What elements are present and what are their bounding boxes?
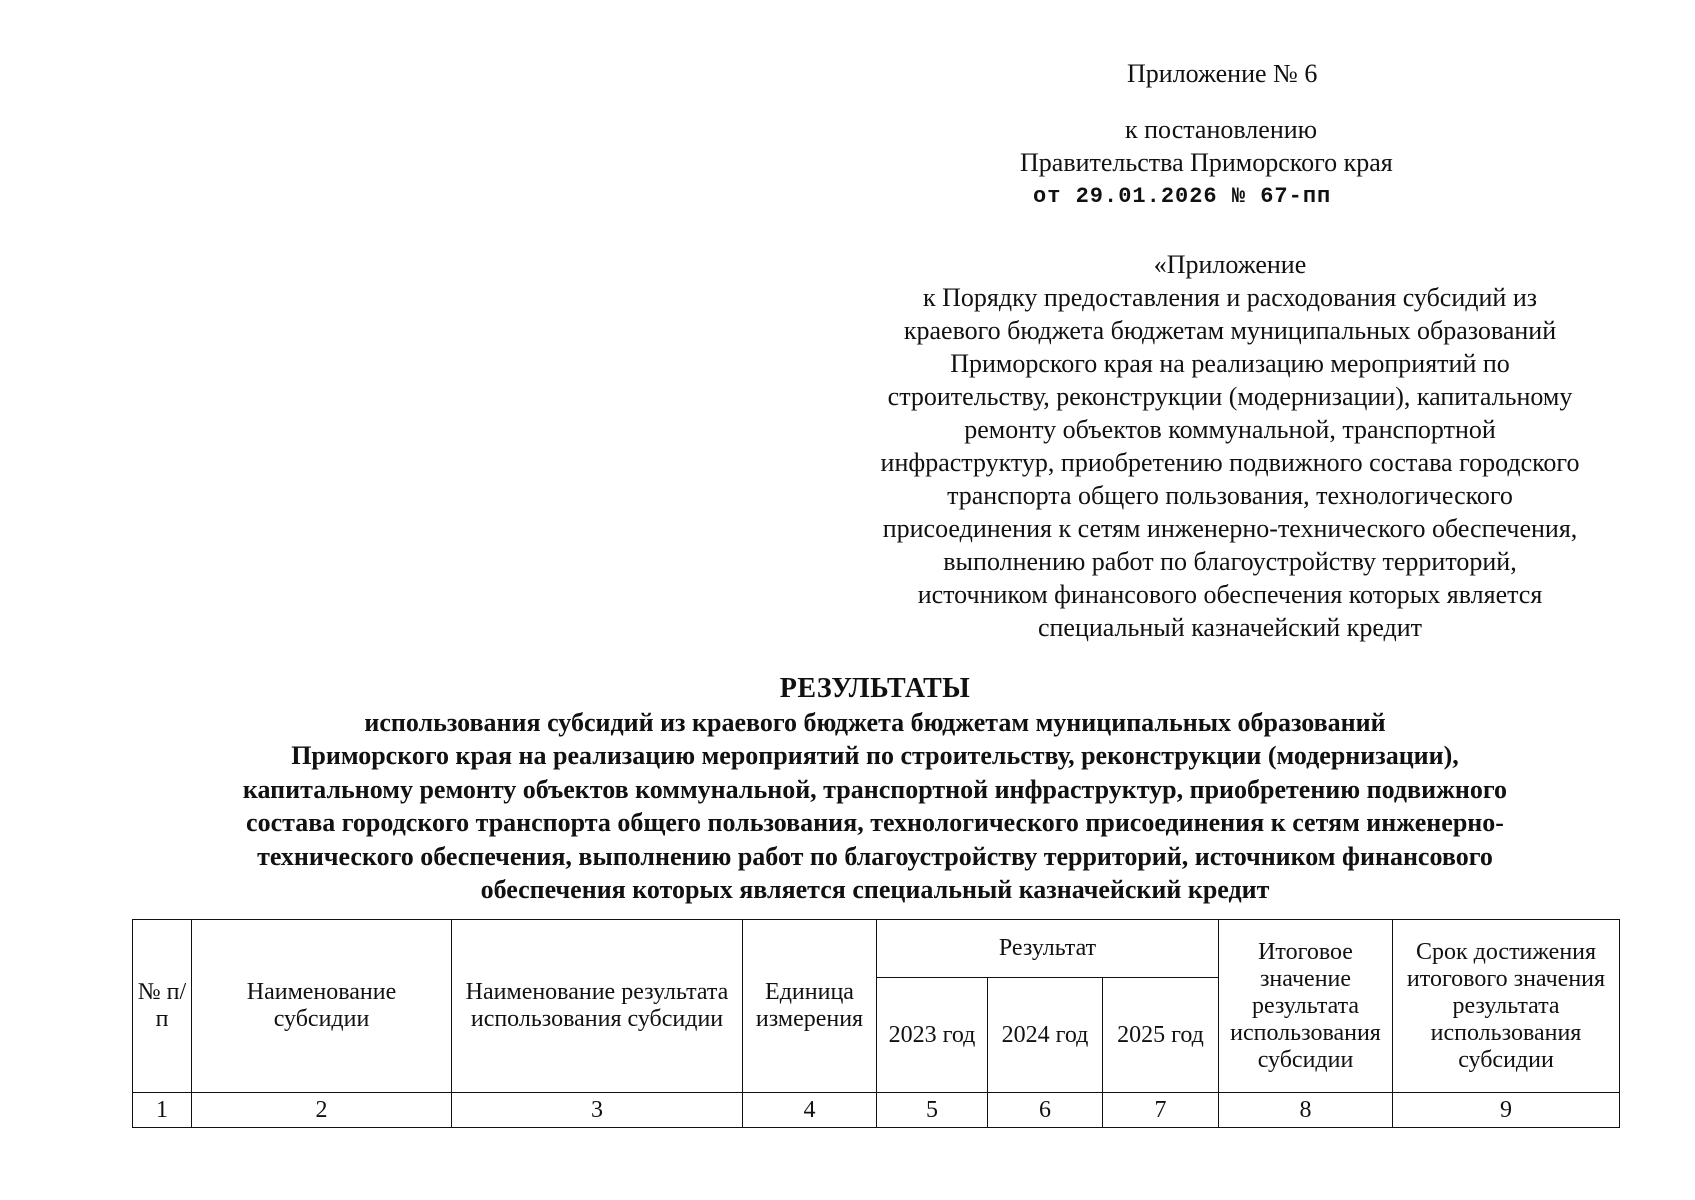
column-number-cell: 1 — [133, 1093, 192, 1128]
appendix-title: Приложение № 6 — [1127, 59, 1318, 88]
header-num: № п/п — [133, 920, 192, 1093]
heading-title: РЕЗУЛЬТАТЫ — [779, 673, 971, 704]
table-header-row — [133, 920, 1620, 978]
order-line: краевого бюджета бюджетам муниципальных образований — [903, 316, 1557, 345]
order-line: Приморского края на реализацию мероприятий по — [950, 349, 1510, 378]
heading-line: технического обеспечения, выполнению работ по благоустройству территорий, источником финансового — [257, 841, 1493, 871]
heading-line: Приморского края на реализацию мероприятий по строительству, реконструкции (модернизации), — [291, 741, 1459, 770]
order-line: транспорта общего пользования, технологического — [947, 481, 1513, 510]
header-result-name: Наименование результата использования субсидии — [452, 920, 743, 1093]
column-number-cell: 7 — [1103, 1093, 1219, 1128]
heading-line: использования субсидий из краевого бюджета бюджетам муниципальных образований — [364, 707, 1386, 737]
order-line: специальный казначейский кредит — [1037, 613, 1423, 642]
column-number-cell: 3 — [452, 1093, 743, 1128]
document-heading — [130, 672, 1620, 907]
order-line: источником финансового обеспечения которых является — [917, 580, 1543, 609]
column-number-cell: 6 — [988, 1093, 1103, 1128]
column-number-cell: 2 — [192, 1093, 452, 1128]
header-year-2023: 2023 год — [877, 978, 988, 1093]
order-appendix-reference — [830, 248, 1630, 644]
decree-date-stamp: от 29.01.2026 № 67-пп — [1033, 184, 1332, 209]
order-line: строительству, реконструкции (модернизации), капитальному — [887, 382, 1573, 411]
results-table — [132, 919, 1620, 1128]
header-result-group: Результат — [877, 920, 1219, 978]
heading-line: обеспечения которых является специальный казначейский кредит — [480, 875, 1270, 904]
decree-line-2: Правительства Приморского края — [1020, 148, 1393, 177]
order-line: к Порядку предоставления и расходования субсидий из — [922, 283, 1538, 312]
order-line: инфраструктур, приобретению подвижного состава городского — [880, 448, 1580, 477]
header-year-2025: 2025 год — [1103, 978, 1219, 1093]
header-deadline: Срок достижения итогового значения результата использования субсидии — [1393, 920, 1620, 1093]
column-number-cell: 4 — [743, 1093, 877, 1128]
decree-line-1: к постановлению — [1125, 115, 1318, 144]
header-unit: Единица измерения — [743, 920, 877, 1093]
order-line: «Приложение — [1153, 250, 1307, 279]
order-line: выполнению работ по благоустройству территорий, — [943, 547, 1517, 576]
header-subsidy-name: Наименование субсидии — [192, 920, 452, 1093]
heading-line: состава городского транспорта общего пользования, технологического присоединения к сетям инженерно- — [246, 808, 1504, 837]
column-number-cell: 9 — [1393, 1093, 1620, 1128]
heading-line: капитальному ремонту объектов коммунальной, транспортной инфраструктур, приобретению подвижного — [242, 774, 1508, 804]
column-number-cell: 8 — [1219, 1093, 1393, 1128]
column-number-cell: 5 — [877, 1093, 988, 1128]
order-line: присоединения к сетям инженерно-технического обеспечения, — [882, 514, 1578, 543]
table-column-numbers-row — [133, 1093, 1620, 1128]
order-line: ремонту объектов коммунальной, транспортной — [964, 415, 1496, 444]
header-year-2024: 2024 год — [988, 978, 1103, 1093]
decree-reference — [1020, 113, 1460, 179]
header-final-value: Итоговое значение результата использования субсидии — [1219, 920, 1393, 1093]
